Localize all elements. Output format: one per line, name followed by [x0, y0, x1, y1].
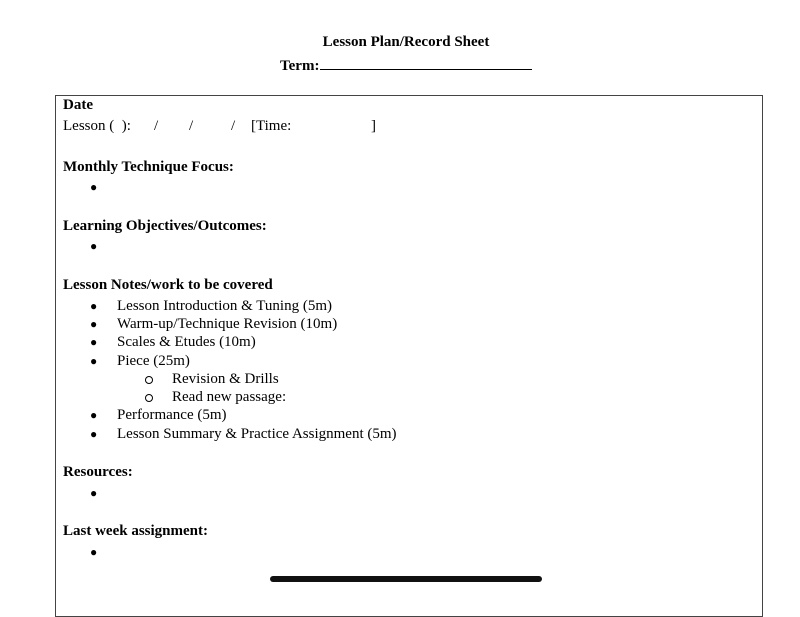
page-title: Lesson Plan/Record Sheet	[322, 34, 490, 50]
date-slash-2: /	[189, 118, 194, 134]
last-week-heading: Last week assignment:	[63, 523, 208, 539]
time-close-bracket: ]	[371, 118, 376, 134]
home-indicator-bar[interactable]	[270, 576, 542, 582]
lesson-number-label: Lesson ( ):	[63, 118, 131, 134]
date-slash-1: /	[154, 118, 159, 134]
date-label: Date	[63, 97, 93, 113]
bullet-icon: ●	[90, 354, 98, 368]
notes-item: Piece (25m)	[117, 353, 190, 369]
resources-heading: Resources:	[63, 464, 133, 480]
notes-item: Warm-up/Technique Revision (10m)	[117, 316, 338, 332]
bullet-icon: ●	[90, 427, 98, 441]
bullet-icon: ●	[90, 335, 98, 349]
circle-bullet-icon	[145, 376, 153, 384]
bullet-icon: ●	[90, 180, 98, 194]
bullet-icon: ●	[90, 545, 98, 559]
bullet-icon: ●	[90, 239, 98, 253]
notes-heading: Lesson Notes/work to be covered	[63, 277, 273, 293]
circle-bullet-icon	[145, 394, 153, 402]
term-blank-line[interactable]	[320, 55, 532, 70]
bullet-icon: ●	[90, 486, 98, 500]
notes-item: Performance (5m)	[117, 407, 227, 423]
bullet-icon: ●	[90, 408, 98, 422]
notes-item: Lesson Introduction & Tuning (5m)	[117, 298, 333, 314]
bullet-icon: ●	[90, 299, 98, 313]
piece-subitem: Revision & Drills	[172, 371, 279, 387]
date-slash-3: /	[231, 118, 236, 134]
piece-subitem: Read new passage:	[172, 389, 287, 405]
term-line	[280, 55, 532, 75]
monthly-focus-heading: Monthly Technique Focus:	[63, 159, 234, 175]
notes-item: Lesson Summary & Practice Assignment (5m)	[117, 426, 397, 442]
notes-item: Scales & Etudes (10m)	[117, 334, 256, 350]
term-label: Term:	[280, 58, 320, 74]
bullet-icon: ●	[90, 317, 98, 331]
objectives-heading: Learning Objectives/Outcomes:	[63, 218, 267, 234]
time-label: [Time:	[251, 118, 292, 134]
